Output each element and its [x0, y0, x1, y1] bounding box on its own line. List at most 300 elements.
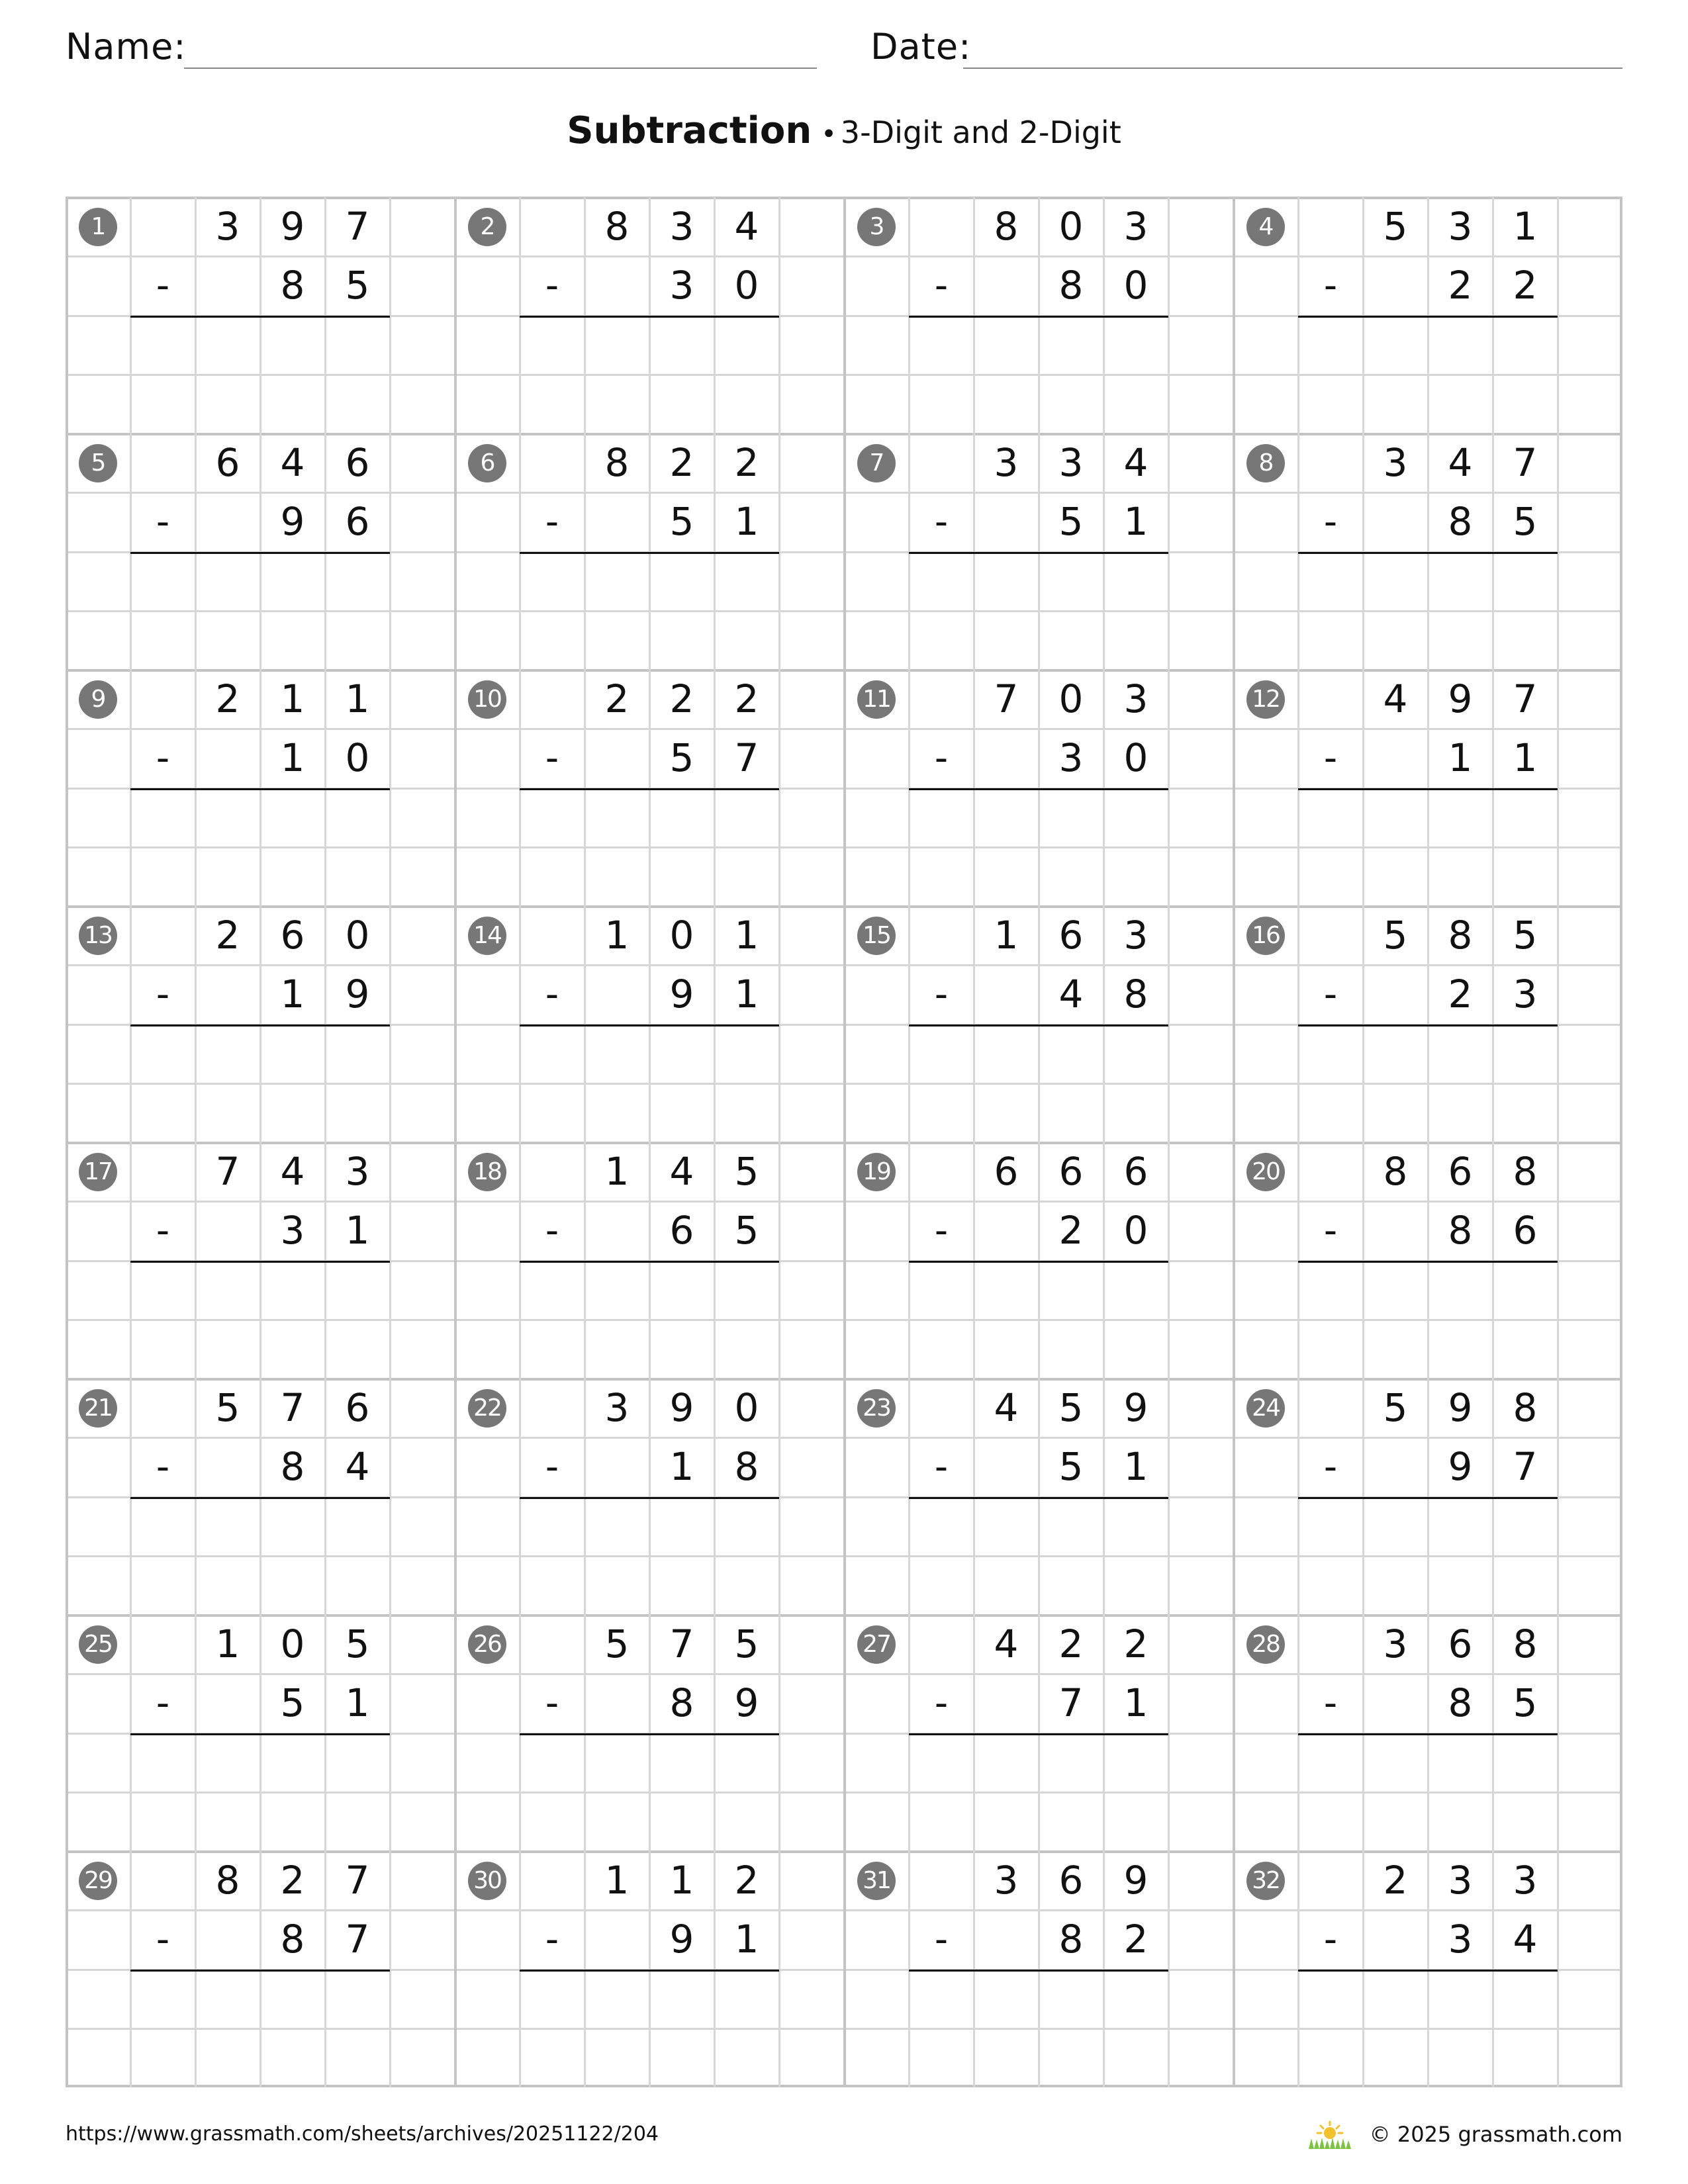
subtrahend-digit: 8 [1448, 1208, 1473, 1253]
minuend-digit: 0 [345, 913, 370, 958]
minus-sign: - [1323, 1209, 1338, 1252]
answer-line [909, 316, 1168, 318]
problem-12 [1233, 670, 1622, 906]
subtrahend-digit: 8 [1448, 499, 1473, 544]
answer-line [909, 788, 1168, 790]
problem-30 [455, 1851, 844, 2087]
title-main: Subtraction [567, 109, 812, 152]
subtrahend-digit: 8 [734, 1444, 759, 1489]
minuend-digit: 8 [1513, 1149, 1538, 1194]
minuend-digit: 3 [1123, 676, 1149, 721]
subtrahend-digit: 3 [1448, 1917, 1473, 1962]
problem-28 [1233, 1615, 1622, 1851]
minuend-digit: 2 [604, 676, 630, 721]
problem-number-badge: 17 [79, 1153, 117, 1191]
subtrahend-digit: 1 [345, 1680, 370, 1725]
answer-line [1298, 1733, 1558, 1735]
answer-line [520, 788, 779, 790]
minuend-digit: 2 [1058, 1621, 1084, 1666]
subtrahend-digit: 1 [1123, 1444, 1149, 1489]
answer-line [520, 1970, 779, 1972]
subtrahend-digit: 1 [1123, 1680, 1149, 1725]
subtrahend-digit: 6 [345, 499, 370, 544]
subtrahend-digit: 9 [669, 972, 694, 1017]
problem-26 [455, 1615, 844, 1851]
minuend-digit: 1 [604, 1858, 630, 1903]
minuend-digit: 5 [734, 1621, 759, 1666]
minuend-digit: 7 [345, 1858, 370, 1903]
minuend-digit: 5 [215, 1385, 240, 1430]
name-label: Name: [66, 26, 187, 68]
minuend-digit: 3 [994, 440, 1019, 485]
minuend-digit: 4 [280, 1149, 305, 1194]
answer-line [130, 316, 390, 318]
problem-number-badge: 16 [1246, 917, 1285, 955]
minuend-digit: 3 [1123, 913, 1149, 958]
subtrahend-digit: 7 [1058, 1680, 1084, 1725]
answer-line [520, 316, 779, 318]
subtrahend-digit: 1 [734, 972, 759, 1017]
answer-line [130, 1497, 390, 1499]
problem-25 [66, 1615, 455, 1851]
minuend-digit: 6 [345, 1385, 370, 1430]
minuend-digit: 2 [669, 676, 694, 721]
problem-3 [844, 197, 1233, 433]
subtrahend-digit: 0 [345, 735, 370, 780]
minuend-digit: 1 [280, 676, 305, 721]
page-title [0, 105, 1688, 166]
answer-line [1298, 788, 1558, 790]
subtrahend-digit: 9 [734, 1680, 759, 1725]
minuend-digit: 6 [994, 1149, 1019, 1194]
minuend-digit: 7 [215, 1149, 240, 1194]
subtrahend-digit: 3 [1058, 735, 1084, 780]
minuend-digit: 1 [994, 913, 1019, 958]
minuend-digit: 5 [1058, 1385, 1084, 1430]
problem-number-badge: 13 [79, 917, 117, 955]
problem-18 [455, 1142, 844, 1379]
minus-sign: - [545, 1209, 559, 1252]
problem-number-badge: 14 [468, 917, 506, 955]
minuend-digit: 7 [669, 1621, 694, 1666]
subtrahend-digit: 5 [1058, 499, 1084, 544]
problem-27 [844, 1615, 1233, 1851]
subtrahend-digit: 9 [669, 1917, 694, 1962]
problem-number-badge: 19 [857, 1153, 896, 1191]
subtrahend-digit: 8 [1058, 1917, 1084, 1962]
minuend-digit: 2 [280, 1858, 305, 1903]
subtrahend-digit: 0 [1123, 263, 1149, 308]
subtrahend-digit: 1 [1123, 499, 1149, 544]
minuend-digit: 3 [215, 204, 240, 249]
answer-line [909, 1024, 1168, 1026]
minuend-digit: 4 [1383, 676, 1408, 721]
answer-line [909, 1261, 1168, 1263]
problem-number-badge: 7 [857, 444, 896, 482]
problem-number-badge: 10 [468, 680, 506, 719]
subtrahend-digit: 4 [1513, 1917, 1538, 1962]
subtrahend-digit: 2 [1513, 263, 1538, 308]
problem-7 [844, 433, 1233, 670]
minuend-digit: 6 [1123, 1149, 1149, 1194]
problem-24 [1233, 1379, 1622, 1615]
problem-number-badge: 21 [79, 1389, 117, 1428]
subtrahend-digit: 1 [669, 1444, 694, 1489]
minuend-digit: 7 [1513, 676, 1538, 721]
subtrahend-digit: 5 [669, 499, 694, 544]
problem-number-badge: 28 [1246, 1625, 1285, 1664]
minuend-digit: 7 [345, 204, 370, 249]
subtrahend-digit: 8 [1058, 263, 1084, 308]
minuend-digit: 6 [215, 440, 240, 485]
minuend-digit: 0 [734, 1385, 759, 1430]
date-label: Date: [870, 26, 972, 68]
minuend-digit: 8 [1448, 913, 1473, 958]
subtrahend-digit: 5 [1513, 499, 1538, 544]
subtrahend-digit: 3 [1513, 972, 1538, 1017]
subtrahend-digit: 1 [280, 972, 305, 1017]
minuend-digit: 2 [734, 440, 759, 485]
problem-number-badge: 32 [1246, 1862, 1285, 1900]
subtrahend-digit: 8 [669, 1680, 694, 1725]
minuend-digit: 4 [669, 1149, 694, 1194]
subtrahend-digit: 7 [734, 735, 759, 780]
subtrahend-digit: 9 [280, 499, 305, 544]
problem-number-badge: 26 [468, 1625, 506, 1664]
minus-sign: - [545, 973, 559, 1016]
minuend-digit: 3 [1383, 440, 1408, 485]
minuend-digit: 7 [1513, 440, 1538, 485]
minus-sign: - [156, 1445, 170, 1488]
problem-32 [1233, 1851, 1622, 2087]
minuend-digit: 5 [1513, 913, 1538, 958]
minuend-digit: 5 [1383, 204, 1408, 249]
subtrahend-digit: 5 [669, 735, 694, 780]
minus-sign: - [545, 264, 559, 307]
subtrahend-digit: 1 [1448, 735, 1473, 780]
problem-5 [66, 433, 455, 670]
minus-sign: - [1323, 737, 1338, 780]
name-line[interactable] [184, 68, 817, 69]
minuend-digit: 7 [994, 676, 1019, 721]
minuend-digit: 8 [215, 1858, 240, 1903]
minuend-digit: 6 [1448, 1621, 1473, 1666]
minuend-digit: 2 [1123, 1621, 1149, 1666]
minus-sign: - [156, 1682, 170, 1725]
problem-8 [1233, 433, 1622, 670]
minuend-digit: 5 [1383, 913, 1408, 958]
problem-19 [844, 1142, 1233, 1379]
footer-copyright: © 2025 grassmath.com [1369, 2122, 1622, 2147]
subtrahend-digit: 2 [1058, 1208, 1084, 1253]
answer-line [520, 1733, 779, 1735]
minus-sign: - [934, 973, 949, 1016]
answer-line [1298, 1024, 1558, 1026]
problem-number-badge: 9 [79, 680, 117, 719]
problem-number-badge: 27 [857, 1625, 896, 1664]
problem-number-badge: 23 [857, 1389, 896, 1428]
minuend-digit: 6 [1448, 1149, 1473, 1194]
minus-sign: - [1323, 973, 1338, 1016]
minus-sign: - [1323, 264, 1338, 307]
minus-sign: - [545, 500, 559, 543]
minuend-digit: 5 [604, 1621, 630, 1666]
answer-line [130, 1970, 390, 1972]
problem-1 [66, 197, 455, 433]
minuend-digit: 4 [994, 1385, 1019, 1430]
footer-url[interactable]: https://www.grassmath.com/sheets/archives/20251122/204 [66, 2122, 659, 2146]
subtrahend-digit: 5 [1058, 1444, 1084, 1489]
problem-23 [844, 1379, 1233, 1615]
subtrahend-digit: 8 [1448, 1680, 1473, 1725]
minuend-digit: 3 [1513, 1858, 1538, 1903]
minuend-digit: 1 [215, 1621, 240, 1666]
minus-sign: - [545, 737, 559, 780]
minuend-digit: 6 [1058, 1149, 1084, 1194]
subtrahend-digit: 0 [734, 263, 759, 308]
subtrahend-digit: 1 [345, 1208, 370, 1253]
answer-line [130, 1261, 390, 1263]
problem-number-badge: 25 [79, 1625, 117, 1664]
problem-number-badge: 2 [468, 208, 506, 246]
subtrahend-digit: 7 [345, 1917, 370, 1962]
subtrahend-digit: 8 [280, 1917, 305, 1962]
date-line[interactable] [963, 68, 1622, 69]
answer-line [909, 1970, 1168, 1972]
answer-line [1298, 552, 1558, 554]
minuend-digit: 3 [345, 1149, 370, 1194]
problem-number-badge: 20 [1246, 1153, 1285, 1191]
minuend-digit: 2 [734, 676, 759, 721]
answer-line [130, 788, 390, 790]
minuend-digit: 1 [604, 913, 630, 958]
minus-sign: - [934, 1209, 949, 1252]
minuend-digit: 0 [669, 913, 694, 958]
problem-2 [455, 197, 844, 433]
minuend-digit: 9 [1448, 676, 1473, 721]
answer-line [520, 1497, 779, 1499]
problem-number-badge: 11 [857, 680, 896, 719]
minus-sign: - [1323, 1682, 1338, 1725]
minuend-digit: 1 [734, 913, 759, 958]
minuend-digit: 3 [669, 204, 694, 249]
minuend-digit: 8 [1513, 1385, 1538, 1430]
minus-sign: - [545, 1445, 559, 1488]
problem-21 [66, 1379, 455, 1615]
minus-sign: - [156, 1918, 170, 1961]
subtrahend-digit: 3 [280, 1208, 305, 1253]
subtrahend-digit: 1 [734, 499, 759, 544]
subtrahend-digit: 4 [345, 1444, 370, 1489]
minus-sign: - [934, 264, 949, 307]
answer-line [909, 1733, 1168, 1735]
minus-sign: - [934, 1445, 949, 1488]
minuend-digit: 4 [734, 204, 759, 249]
subtrahend-digit: 1 [280, 735, 305, 780]
minuend-digit: 0 [1058, 204, 1084, 249]
minuend-digit: 3 [994, 1858, 1019, 1903]
answer-line [520, 1024, 779, 1026]
problem-number-badge: 6 [468, 444, 506, 482]
minuend-digit: 4 [1123, 440, 1149, 485]
title-subtitle: 3-Digit and 2-Digit [840, 114, 1121, 150]
minuend-digit: 3 [1448, 204, 1473, 249]
minus-sign: - [156, 500, 170, 543]
answer-line [520, 1261, 779, 1263]
minuend-digit: 6 [280, 913, 305, 958]
problem-10 [455, 670, 844, 906]
minuend-digit: 6 [1058, 1858, 1084, 1903]
subtrahend-digit: 5 [280, 1680, 305, 1725]
answer-line [1298, 1497, 1558, 1499]
minuend-digit: 8 [604, 204, 630, 249]
subtrahend-digit: 5 [345, 263, 370, 308]
minus-sign: - [156, 973, 170, 1016]
minus-sign: - [545, 1918, 559, 1961]
subtrahend-digit: 3 [669, 263, 694, 308]
minuend-digit: 7 [280, 1385, 305, 1430]
subtrahend-digit: 6 [669, 1208, 694, 1253]
subtrahend-digit: 6 [1513, 1208, 1538, 1253]
answer-line [130, 552, 390, 554]
subtrahend-digit: 2 [1123, 1917, 1149, 1962]
problem-number-badge: 24 [1246, 1389, 1285, 1428]
minuend-digit: 8 [604, 440, 630, 485]
footer-copyright-block [1306, 2118, 1622, 2151]
minuend-digit: 4 [280, 440, 305, 485]
minuend-digit: 1 [669, 1858, 694, 1903]
problem-number-badge: 30 [468, 1862, 506, 1900]
minuend-digit: 3 [1123, 204, 1149, 249]
problem-14 [455, 906, 844, 1142]
minuend-digit: 8 [1383, 1149, 1408, 1194]
minus-sign: - [934, 500, 949, 543]
minuend-digit: 0 [280, 1621, 305, 1666]
subtrahend-digit: 9 [1448, 1444, 1473, 1489]
problem-20 [1233, 1142, 1622, 1379]
problem-15 [844, 906, 1233, 1142]
problem-17 [66, 1142, 455, 1379]
problem-number-badge: 15 [857, 917, 896, 955]
subtrahend-digit: 7 [1513, 1444, 1538, 1489]
minuend-digit: 5 [345, 1621, 370, 1666]
problem-number-badge: 31 [857, 1862, 896, 1900]
problem-number-badge: 8 [1246, 444, 1285, 482]
subtrahend-digit: 8 [280, 1444, 305, 1489]
minuend-digit: 9 [1123, 1385, 1149, 1430]
subtrahend-digit: 9 [345, 972, 370, 1017]
minus-sign: - [156, 264, 170, 307]
minuend-digit: 9 [1123, 1858, 1149, 1903]
minus-sign: - [545, 1682, 559, 1725]
subtrahend-digit: 4 [1058, 972, 1084, 1017]
title-separator: • [821, 119, 837, 150]
subtrahend-digit: 5 [1513, 1680, 1538, 1725]
problem-grid [66, 197, 1622, 2087]
minuend-digit: 2 [1383, 1858, 1408, 1903]
minuend-digit: 2 [734, 1858, 759, 1903]
minuend-digit: 0 [1058, 676, 1084, 721]
problem-9 [66, 670, 455, 906]
answer-line [130, 1733, 390, 1735]
problem-number-badge: 12 [1246, 680, 1285, 719]
minuend-digit: 1 [345, 676, 370, 721]
problem-6 [455, 433, 844, 670]
problem-number-badge: 22 [468, 1389, 506, 1428]
minuend-digit: 1 [604, 1149, 630, 1194]
grassmath-logo-icon [1306, 2120, 1354, 2149]
subtrahend-digit: 2 [1448, 972, 1473, 1017]
problem-22 [455, 1379, 844, 1615]
minus-sign: - [1323, 1445, 1338, 1488]
subtrahend-digit: 1 [1513, 735, 1538, 780]
problem-number-badge: 1 [79, 208, 117, 246]
minus-sign: - [934, 1682, 949, 1725]
subtrahend-digit: 0 [1123, 1208, 1149, 1253]
answer-line [130, 1024, 390, 1026]
minuend-digit: 3 [1058, 440, 1084, 485]
minuend-digit: 2 [215, 913, 240, 958]
minuend-digit: 6 [345, 440, 370, 485]
answer-line [1298, 1970, 1558, 1972]
subtrahend-digit: 2 [1448, 263, 1473, 308]
problem-number-badge: 18 [468, 1153, 506, 1191]
problem-16 [1233, 906, 1622, 1142]
minus-sign: - [934, 737, 949, 780]
subtrahend-digit: 5 [734, 1208, 759, 1253]
problem-number-badge: 5 [79, 444, 117, 482]
minuend-digit: 3 [604, 1385, 630, 1430]
minuend-digit: 8 [1513, 1621, 1538, 1666]
problem-number-badge: 4 [1246, 208, 1285, 246]
minus-sign: - [156, 737, 170, 780]
minuend-digit: 1 [1513, 204, 1538, 249]
minuend-digit: 3 [1448, 1858, 1473, 1903]
minuend-digit: 5 [734, 1149, 759, 1194]
subtrahend-digit: 8 [1123, 972, 1149, 1017]
minuend-digit: 9 [669, 1385, 694, 1430]
answer-line [1298, 1261, 1558, 1263]
problem-13 [66, 906, 455, 1142]
minuend-digit: 8 [994, 204, 1019, 249]
minuend-digit: 2 [669, 440, 694, 485]
minus-sign: - [156, 1209, 170, 1252]
subtrahend-digit: 1 [734, 1917, 759, 1962]
minuend-digit: 4 [994, 1621, 1019, 1666]
subtrahend-digit: 0 [1123, 735, 1149, 780]
minuend-digit: 2 [215, 676, 240, 721]
problem-4 [1233, 197, 1622, 433]
problem-number-badge: 3 [857, 208, 896, 246]
minuend-digit: 9 [280, 204, 305, 249]
minuend-digit: 5 [1383, 1385, 1408, 1430]
minus-sign: - [1323, 1918, 1338, 1961]
minuend-digit: 4 [1448, 440, 1473, 485]
minus-sign: - [1323, 500, 1338, 543]
answer-line [909, 552, 1168, 554]
subtrahend-digit: 8 [280, 263, 305, 308]
problem-11 [844, 670, 1233, 906]
answer-line [909, 1497, 1168, 1499]
answer-line [520, 552, 779, 554]
answer-line [1298, 316, 1558, 318]
minus-sign: - [934, 1918, 949, 1961]
minuend-digit: 3 [1383, 1621, 1408, 1666]
problem-31 [844, 1851, 1233, 2087]
problem-number-badge: 29 [79, 1862, 117, 1900]
minuend-digit: 6 [1058, 913, 1084, 958]
problem-29 [66, 1851, 455, 2087]
